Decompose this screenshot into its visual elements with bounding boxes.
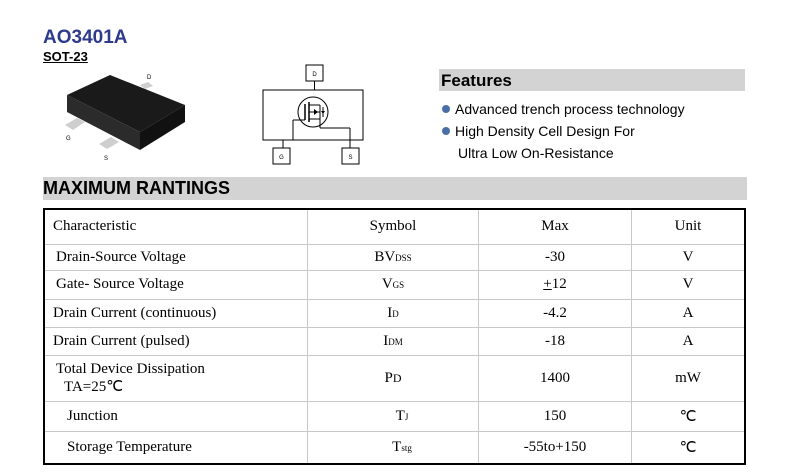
unit-cell: V [632, 270, 745, 299]
schematic-pin-g-label: G [279, 155, 284, 161]
characteristic-cell: Drain Current (pulsed) [45, 327, 308, 355]
symbol-cell: BVDSS [308, 244, 479, 270]
part-number-title: AO3401A [43, 27, 128, 48]
max-cell: -30 [479, 244, 632, 270]
unit-cell: mW [632, 355, 745, 401]
table-row [45, 431, 744, 463]
table-row [45, 327, 744, 355]
feature-item [442, 101, 685, 117]
header-unit: Unit [632, 210, 745, 244]
bullet-icon [442, 105, 450, 113]
symbol-cell: TJ [308, 401, 479, 431]
characteristic-cell: Total Device Dissipation TA=25℃ [45, 355, 308, 401]
header-characteristic: Characteristic [45, 210, 308, 244]
schematic-pin-d-label: D [312, 72, 317, 78]
table-row [45, 401, 744, 431]
symbol-cell: VGS [308, 270, 479, 299]
max-cell: 1400 [479, 355, 632, 401]
symbol-cell: ID [308, 299, 479, 327]
max-cell: -18 [479, 327, 632, 355]
header-max: Max [479, 210, 632, 244]
symbol-cell: Tstg [308, 431, 479, 463]
bullet-icon [442, 127, 450, 135]
unit-cell: A [632, 299, 745, 327]
characteristic-cell: Drain Current (continuous) [45, 299, 308, 327]
table-row [45, 299, 744, 327]
max-cell: 150 [479, 401, 632, 431]
package-pin-g-label: G [66, 136, 71, 142]
table-row [45, 355, 744, 401]
characteristic-cell: Junction [45, 401, 308, 431]
package-pin-s-label: S [104, 156, 109, 162]
max-cell: -4.2 [479, 299, 632, 327]
max-cell: -55to+150 [479, 431, 632, 463]
package-pin-d-label: D [147, 75, 152, 81]
package-label: SOT-23 [43, 49, 88, 64]
symbol-cell: IDM [308, 327, 479, 355]
feature-text: Ultra Low On-Resistance [458, 145, 614, 161]
unit-cell: V [632, 244, 745, 270]
characteristic-cell: Drain-Source Voltage [45, 244, 308, 270]
section-title: MAXIMUM RANTINGS [43, 178, 230, 198]
characteristic-cell: Storage Temperature [45, 431, 308, 463]
schematic-pin-s-label: S [348, 155, 353, 161]
features-title: Features [441, 71, 512, 90]
header-symbol: Symbol [308, 210, 479, 244]
ratings-table [43, 208, 746, 465]
feature-text: High Density Cell Design For [455, 123, 635, 139]
feature-item [442, 123, 635, 139]
feature-item-continuation [458, 145, 614, 161]
characteristic-cell: Gate- Source Voltage [45, 270, 308, 299]
symbol-cell: PD [308, 355, 479, 401]
feature-text: Advanced trench process technology [455, 101, 685, 117]
max-cell: +12 [479, 270, 632, 299]
table-header-row [45, 210, 744, 244]
unit-cell: ℃ [632, 431, 745, 463]
mosfet-schematic-image [258, 62, 368, 174]
unit-cell: ℃ [632, 401, 745, 431]
sot23-package-image [55, 70, 195, 170]
table-row [45, 244, 744, 270]
table-row [45, 270, 744, 299]
unit-cell: A [632, 327, 745, 355]
